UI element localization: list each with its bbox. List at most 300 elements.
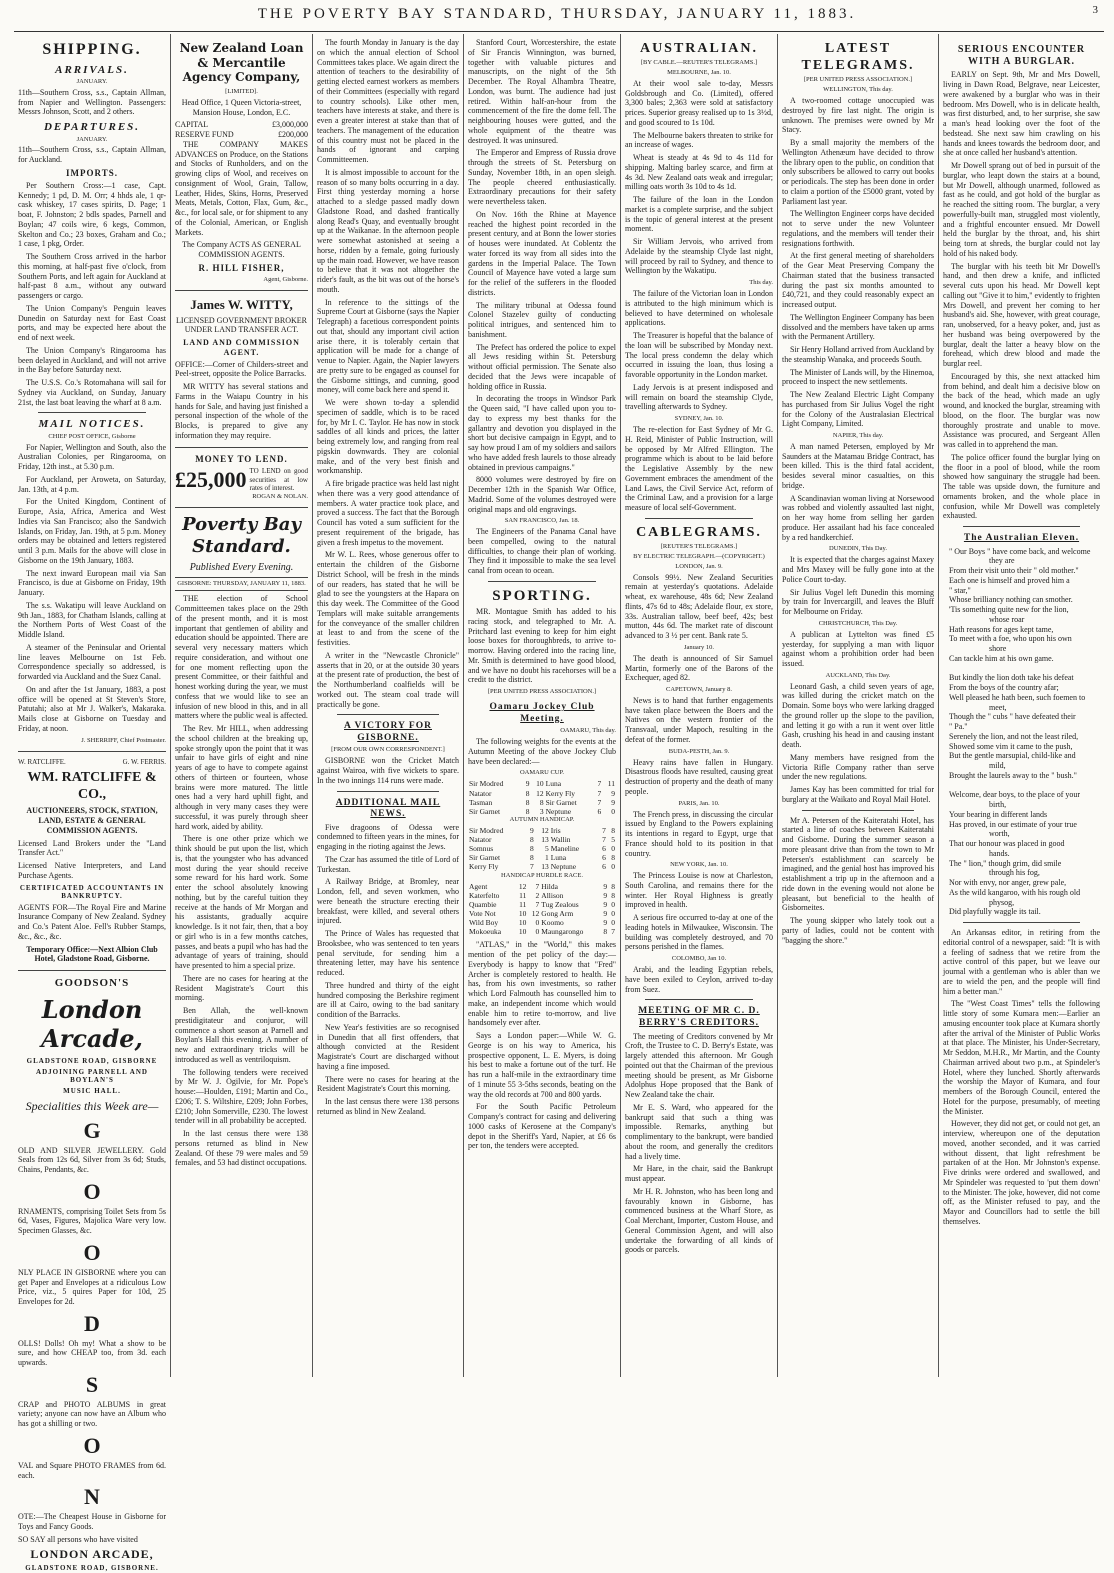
cable-paragraph: The Melbourne bakers threaten to strike for an increase of wages. xyxy=(625,130,773,150)
autumn-table xyxy=(468,826,616,872)
weight-value: 0 xyxy=(611,918,615,928)
witty-office: OFFICE:—Corner of Childers-street and Peel-street, opposite the Police Barracks. xyxy=(175,359,308,379)
telegram-paragraph: At the first general meeting of shareholders of the Gear Meat Preserving Company the Chairman stated that the business transacted during the past six months amounted to £40,721, and they could reasonably expect an increased output. xyxy=(782,251,934,309)
divider xyxy=(337,791,439,792)
column-foreign-news xyxy=(464,38,620,1379)
column-advertisements xyxy=(171,38,312,1379)
shipping-paragraph: The U.S.S. Co.'s Rotomahana will sail for Sydney via Auckland, on Sunday, January 21st, the last boat leaving the wharf at 8 a.m. xyxy=(18,378,166,407)
telegram-paragraph: Sir Julius Vogel left Dunedin this morning by train for Invercargill, and leaves the Bluff for Melbourne on Friday. xyxy=(782,587,934,617)
australian-heading: AUSTRALIAN. xyxy=(639,41,759,56)
firm-certified: CERTIFICATED ACCOUNTANTS IN BANKRUPTCY. xyxy=(19,883,165,901)
news-paragraph: A fire brigade practice was held last night when there was a very good attendance of members. A water practice took place, and proved a success. The fact that the Borough Council has voted a sum sufficient for the present requirement of the brigade, has given a fresh impetus to the movement. xyxy=(317,479,459,547)
weight-value: 0 xyxy=(611,806,615,816)
mail-paragraph: The next inward European mail via San Francisco, is due at Gisborne on Friday, 19th January. xyxy=(18,568,166,598)
buda-dateline: BUDA-PESTH, Jan. 9. xyxy=(668,747,730,755)
speciality-item: NLY PLACE IN GISBORNE where you can get Paper and Envelopes at a ridiculous Low Price, viz., 5 quires Paper for 10d, 25 Envelopes for 2d. xyxy=(18,1267,166,1307)
mail-news-paragraph: A Railway Bridge, at Bromley, near London, fell, and seven workmen, who were beneath the structure erecting their breakfast, were killed, and several others injured. xyxy=(317,877,459,926)
cable-paragraph: The failure of the loan in the London market is a complete surprise, and the subject is the topic of general interest at the present moment. xyxy=(625,195,773,234)
page-number: 3 xyxy=(1092,4,1098,16)
poem-line: 'Tis something quite new for the lion, xyxy=(949,605,1069,615)
reserve-value: £200,000 xyxy=(278,130,308,140)
telegram-paragraph: The Wellington Engineer corps have decided not to serve under the new Volunteer regulations, and the members will tender their resignations forthwith. xyxy=(782,209,934,248)
poem-line: As the wild kangaroo, with his rough old xyxy=(949,887,1081,897)
horse-name: Sir Modred xyxy=(469,825,504,835)
firm-licensed: Licensed Land Brokers under the "Land Transfer Act." xyxy=(18,838,166,858)
horse-name: Natator xyxy=(469,788,492,798)
editorial-paragraph: Ben Allah, the well-known prestidigitateur and conjuror, will commence a short season at Parnell and Boylan's Hall this evening. A number of new and extraordinary tricks will be introduced as well as ventriloquism. xyxy=(175,1006,308,1064)
weight-value: 8 xyxy=(525,797,530,807)
capital-value: £3,000,000 xyxy=(272,120,308,130)
cable-paragraph: The death is announced of Sir Samuel Martin, formerly one of the Barons of the Exchequer, aged 82. xyxy=(625,653,773,683)
news-paragraph: Stanford Court, Worcestershire, the estate of Sir Francis Winnington, was burned, together with valuable pictures and manuscripts, on the night of the 5th December. The Royal Alhambra Theatre, London, was burnt. The audience had just retired. Within half-an-hour from the commencement of the fire the dome fell. The neighbouring houses were gutted, and the whole equipment of the theatre was destroyed. It was uninsured. xyxy=(468,38,616,145)
money-title: MONEY TO LEND. xyxy=(195,453,288,464)
imports-text: Per Southern Cross:—1 case, Capt. Kennedy; 1 pd, D. M. Orr; 4 hhds ale, 1 qr-cask whiskey, 17 cases spirits, D. Page; 1 boat, F. Johnston; 2 bdls spades, Parnell and Boylan; 47 coils wire, 6 kegs, Common, Skelton and Co.; 23 boxes, Graham and Co.; 1 case, 1 pkg, Order. xyxy=(18,180,166,249)
cable-paragraph: Consols 99½. New Zealand Securities remain at yesterday's quotations. Adelaide wheat, ex warehouse, 48s 6d; New Zealand flints, 47s 6d to 48s; Adelaide flour, ex store, 33s. Australian tallow, beef beef, 42s; best mutton, 44s 6d. The market rate of discount advanced to 3 ½ per cent. Bank rate 5. xyxy=(625,572,773,641)
weight-value: 12 xyxy=(536,788,544,798)
poem-line: Did playfully waggle its tail. xyxy=(949,907,1041,917)
cable-paragraph: The re-election for East Sydney of Mr G. H. Reid, Minister of Public Instruction, will be opposed by Mr Alfred Ellington. The programme which is about to be laid before the Legislative Assembly by the new Government embraces the amendment of the Land Laws, the Civil Service Act, reform of the Criminal Law, and a provision for a large measure of local self-Government. xyxy=(625,425,773,513)
autumn-row xyxy=(468,853,616,862)
weight-value: 3 xyxy=(539,806,544,816)
cable-paragraph: News is to hand that further engagements have taken place between the Boers and the Natives on the western frontier of the Transvaal, under Mapoch, resulting in the defeat of the former. xyxy=(625,695,773,744)
weight-value: 0 xyxy=(535,927,540,937)
horse-name: Mokoeuka xyxy=(469,927,502,937)
reserve-label: RESERVE FUND xyxy=(175,130,234,140)
specialities-heading: Specialities this Week are— xyxy=(25,1099,159,1114)
weight-value: 0 xyxy=(535,918,540,928)
colombo-dateline: COLOMBO, Jan 10. xyxy=(671,955,727,963)
berry-paragraph: Mr Hare, in the chair, said the Bankrupt must appear. xyxy=(625,1164,773,1184)
poem-line: Though the " cubs " have defeated their xyxy=(949,712,1076,722)
horse-name: Somnus xyxy=(469,844,494,854)
cable-paragraph: Heavy rains have fallen in Hungary. Disastrous floods have resulted, causing great destruction of property and the death of many people. xyxy=(625,757,773,796)
nzloan-title: New Zealand Loan & Mercantile Agency Company, xyxy=(179,41,304,85)
poem-line: mild, xyxy=(989,761,1006,771)
poem-line: Well pleased he hath been, such foemen to xyxy=(949,692,1086,702)
weight-value: 7 xyxy=(602,825,606,835)
editorial-paragraph: The Rev. Mr HILL, when addressing the school children at the breaking up, spoke strongly upon the point that it was unfair to have girls of eight and nine years of age to have to compete against others of thirteen or fourteen, whose brains were more matured. The little ones had a very hard uphill fight, and although in very many cases they were successful, it was purely through sheer hard work, aided by ability. xyxy=(175,724,308,831)
london-arcade-title: London Arcade, xyxy=(41,994,143,1053)
jan10-dateline: January 10. xyxy=(684,643,714,651)
atlas-text: "ATLAS," in the "World," this makes mention of the pet policy of the day:—Everybody is happy to know that "Fred" Archer is completely restored to health. He has, from his own investments, so rather which Lord Falmouth has counselled him to make, an independent income which would enable him to retire to-morrow, and live handsomely ever after. xyxy=(468,940,616,1028)
editorial-paragraph: There is one other prize which we think should be put upon the list, which is, that the youngster who has advanced most during the year should receive some reward for his hard work. Some enter the school absolutely knowing nothing, but by the careful tuition they receive at the hands of Mr Morgan and his assistants, gradually acquire knowledge. Is it not fair, then, that a boy or girl who is in a few months catches, passes, and beats a pupil who has had the advantage of years of training, should have presented to him a special prize. xyxy=(175,834,308,971)
horse-name: Agent xyxy=(469,881,488,891)
firm-agents: AGENTS FOR—The Royal Fire and Marine Insurance Company of New Zealand. Sydney and Co.'s Patent Aloe. Fell's Rubber Stamps, &c., &c., &c. xyxy=(18,902,166,941)
acrostic-letter: O xyxy=(83,1432,101,1458)
autumn-row xyxy=(468,862,616,871)
weight-value: 8 xyxy=(529,853,534,863)
berry-paragraph: Mr E. S. Ward, who appeared for the bankrupt said that such a thing was impossible. Remarks, anything but complimentary to the bankrupt, were bandied about the room, and generally the creditors had a lively time. xyxy=(625,1102,773,1161)
acrostic-letter: O xyxy=(83,1178,101,1204)
horse-name: Sir Garnet xyxy=(545,797,577,807)
arcade-hall: MUSIC HALL. xyxy=(63,1086,121,1095)
editorial-paragraph: The following tenders were received by Mr W. J. Ogilvie, for Mr. Pope's house:—Houlden, £191; Martin and Co., £206; T. S. Wiltshire, £209; John Forbes, £210; John Somerville, £230. The lowest tender will in all probability be accepted. xyxy=(175,1067,308,1126)
acrostic-letter: O xyxy=(83,1239,101,1265)
weight-value: 9 xyxy=(529,825,534,835)
mail-paragraph: A steamer of the Peninsular and Oriental line leaves Melbourne on 1st Feb. Correspondence specially so addressed, is forwarded via Auckland and the Suez Canal. xyxy=(18,642,166,682)
mail-paragraph: For Napier, Wellington and South, also the Australian Colonies, per Ringarooma, on Friday, 12th inst., at 5.30 p.m. xyxy=(18,442,166,472)
column-features xyxy=(939,38,1104,1379)
ny-dateline: NEW YORK, Jan. 10. xyxy=(670,861,728,869)
shipping-paragraph: The Union Company's Penguin leaves Dunedin on Saturday next for East Coast ports, and may be expected here about the end of next week. xyxy=(18,303,166,343)
poem-line: " Our Boys " have come back, and welcome xyxy=(949,546,1091,556)
postmaster-signature: J. SHERRIFF, Chief Postmaster. xyxy=(81,736,166,744)
money-text: TO LEND on good securities at low rates of interest. xyxy=(249,467,308,493)
weight-value: 8 xyxy=(525,788,530,798)
poem-line: Nor with envy, nor anger, grew pale, xyxy=(949,878,1067,888)
divider xyxy=(175,507,308,508)
telegram-paragraph: A publican at Lyttelton was fined £5 yesterday, for supplying a man with liquor against whom a prohibition order had been issued. xyxy=(782,629,934,669)
poem-line: Serenely the lion, and not the least riled, xyxy=(949,731,1079,741)
poem-line: hands. xyxy=(989,848,1010,858)
witty-name: James W. WITTY, xyxy=(190,296,293,312)
editorial-paragraph: THE election of School Committeemen takes place on the 29th of the present month, and it is most important that gentlemen of ability and education should be appointed. There are several very necessary matters which require consideration, and without one for one moment reflecting upon the present Committee, or their faithful and honest working during the year, we must confess that we would like to see an infusion of new blood in this, and in all matters where the public weal is affected. xyxy=(175,594,308,721)
arcade-address: GLADSTONE ROAD, GISBORNE xyxy=(26,1057,158,1066)
partner-right: G. W. FERRIS. xyxy=(122,757,166,766)
news-paragraph: Mr W. L. Rees, whose generous offer to entertain the children of the Gisborne District School, will be fresh in the minds of our readers, has stated that he will be glad to see the youngsters at the Hapara on this day week. The Committee of the Good Templars will make suitable arrangements for the conveyance of the smaller children at least to and from the scene of the festivities. xyxy=(317,550,459,647)
news-paragraph: The military tribunal at Odessa found Colonel Stazelev guilty of conducting political intrigues, and sentenced him to banishment. xyxy=(468,300,616,339)
poem-line: whose roar xyxy=(989,614,1025,624)
poem-line: physog, xyxy=(989,897,1015,907)
dateline: GISBORNE: THURSDAY, JANUARY 11, 1883. xyxy=(175,577,308,591)
arcade-address-2: GLADSTONE ROAD, GISBORNE. xyxy=(25,1564,159,1572)
news-paragraph: The Engineers of the Panama Canal have been compelled, owing to the natural difficulties, to change their plan of working. They find it impossible to make the sea level canal from ocean to ocean. xyxy=(468,527,616,576)
masthead-title: THE POVERTY BAY STANDARD, THURSDAY, JANUARY 11, 1883. xyxy=(257,6,857,22)
weight-value: 9 xyxy=(525,779,530,789)
news-paragraph: It is almost impossible to account for the reason of so many bolts occurring in a day. First thing yesterday morning a horse attached to a sledge passed madly down Gladstone Road, and dashed frantically along Read's Quay, and eventually brought up at the Waikanae. In the afternoon people were somewhat astonished at seeing a horse, ridden by a female, going furiously up the main road. However, we have reason to believe that it was not altogether the rider's fault, as the bit was out of the horse's mouth. xyxy=(317,167,459,294)
cable-paragraph: Wheat is steady at 4s 9d to 4s 11d for shipping. Malting barley scarce, and firm at 4s 3d. New Zealand oats weak and irregular; milling oats worth 3s 10d to 4s 1d. xyxy=(625,153,773,192)
cup-row xyxy=(468,798,616,807)
cup-row xyxy=(468,789,616,798)
weight-value: 9 xyxy=(603,918,608,928)
published-line: Published Every Evening. xyxy=(189,562,294,574)
divider xyxy=(645,999,753,1000)
horse-name: Vote Not xyxy=(469,908,496,918)
weight-value: 7 xyxy=(535,899,540,909)
divider xyxy=(963,526,1080,527)
horse-name: Quambie xyxy=(469,899,497,909)
horse-name: Kerry Fly xyxy=(469,862,499,872)
victory-text: GISBORNE won the Cricket Match against Wairoa, with five wickets to spare. In the two innings 114 runs were made. xyxy=(317,756,459,785)
telegrams-sub: [PER UNITED PRESS ASSOCIATION.] xyxy=(803,76,913,84)
speciality-item: VAL and Square PHOTO FRAMES from 6d. each. xyxy=(18,1460,166,1480)
christchurch-dateline: CHRISTCHURCH, This Day. xyxy=(818,619,898,627)
mail-news-paragraph: The Prince of Wales has requested that Brooksbee, who was sentenced to ten years penal servitude, for sending him a threatening letter, may have his sentence reduced. xyxy=(317,929,459,978)
paper-title: Poverty Bay Standard. xyxy=(182,514,301,558)
mail-news-paragraph: Five dragoons of Odessa were condemned to fifteen years in the mines, for engaging in the rioting against the Jews. xyxy=(317,822,459,852)
sydney-dateline: SYDNEY, Jan. 10. xyxy=(674,415,724,423)
weight-value: 9 xyxy=(611,788,615,798)
horse-name: Tasman xyxy=(469,797,493,807)
hurdle-table xyxy=(468,882,616,937)
horse-name: Maneline xyxy=(550,844,580,854)
telegram-paragraph: The New Zealand Electric Light Company has purchased from Sir Julius Vogel the right for the Colony of the Australasian Electrical Light Company, Limited. xyxy=(782,390,934,429)
hurdle-row xyxy=(468,882,616,891)
divider xyxy=(488,581,596,582)
column-shipping xyxy=(14,38,170,1572)
burglar-paragraph: Encouraged by this, she next attacked him from behind, and dealt him a decisive blow on the back of the head, which made an ugly wound, and knocked the burglar, streaming with blood, on the floor. The burglar was now thoroughly prostrate and unable to move. Assistance was procured, and Sergeant Allen was called in to apprehend the man. xyxy=(943,371,1100,450)
divider xyxy=(802,810,914,811)
cable-paragraph: Sir William Jervois, who arrived from Adelaide by the steamship Clyde last night, will proceed by rail to Sydney, and thence to Wellington by the Wakatipu. xyxy=(625,237,773,276)
poem-line: worth, xyxy=(989,829,1010,839)
horse-name: Kerry Fly xyxy=(545,788,576,798)
cup-table xyxy=(468,779,616,816)
poem-line: From the boys of the country afar; xyxy=(949,683,1059,693)
poem-line: That our honour was placed in good xyxy=(949,839,1065,849)
reserve-row xyxy=(175,130,308,140)
horse-name: Katerfelto xyxy=(469,890,500,900)
weight-value: 6 xyxy=(602,862,606,872)
acrostic-letter: D xyxy=(84,1310,100,1336)
horse-name: Wild Boy xyxy=(469,918,499,928)
horse-name: Iris xyxy=(550,825,561,835)
money-row xyxy=(175,467,308,494)
telegram-paragraph: A two-roomed cottage unoccupied was destroyed by fire last night. The origin is unknown. The premises were owned by Mr Stacy. xyxy=(782,96,934,135)
weight-value: 5 xyxy=(544,844,549,854)
weight-value: 9 xyxy=(603,908,608,918)
poem-line: birth, xyxy=(989,800,1007,810)
weight-value: 13 xyxy=(541,835,549,845)
weight-value: 8 xyxy=(603,927,608,937)
weight-value: 12 xyxy=(531,908,540,918)
horse-name: Gong Arm xyxy=(541,908,574,918)
cable-paragraph: The failure of the Victorian loan in London is attributed to the high minimum which is believed to have determined on wholesale applications. xyxy=(625,289,773,328)
weight-value: 0 xyxy=(611,908,615,918)
sporting-text: MR. Montague Smith has added to his racing stock, and telegraphed to Mr. A. Pritchard last evening to keep for him eight loose boxes for thoroughbreds, to arrive to-morrow. Having ordered into the racing line, Mr. Smith is determined to have good blood, and we have no doubt his racehorses will be a credit to the district. xyxy=(468,607,616,685)
autumn-row xyxy=(468,826,616,835)
dunedin-dateline: DUNEDIN, This Day. xyxy=(829,545,887,553)
speciality-item: OLD AND SILVER JEWELLERY. Gold Seals from 12s 6d, Silver from 3s 6d; Studs, Chains, Pendants, &c. xyxy=(18,1145,166,1175)
column-local-news xyxy=(313,38,463,1379)
mail-news-paragraph: There were no cases for hearing at the Resident Magistrate's Court this morning. xyxy=(317,1074,459,1094)
melbourne-dateline: MELBOURNE, Jan. 10. xyxy=(667,69,731,76)
press-association-line: [PER UNITED PRESS ASSOCIATION.] xyxy=(487,688,597,696)
burglar-paragraph: EARLY on Sept. 9th, Mr and Mrs Dowell, living in Dawn Road, Belgrave, near Leicester, were awakened by a burglar who was in their bedroom. Mrs Dowell, who is in delicate health, was first disturbed, and, to her surprise, she saw a man's head looking over the foot of the bedstead. She next saw him crawling on his hands and knees towards the bedroom door, and she at once called her husband's attention. xyxy=(943,70,1100,158)
poem-line: But the gentle marsupial, child-like and xyxy=(949,751,1076,761)
ratcliffe-firm-name: WM. RATCLIFFE & CO., xyxy=(27,770,157,803)
weight-value: 11 xyxy=(519,899,527,909)
burglar-heading: SERIOUS ENCOUNTER WITH A BURGLAR. xyxy=(957,44,1086,68)
mail-paragraph: For the United Kingdom, Continent of Europe, Asia, Africa, America and West Indies via San Francisco; also the Sandwich Islands, on Friday, Jan. 19th, at 5 p.m. Money orders may be obtained and letters registered until 3 p.m. Mails for the above will close in Gisborne on the 19th January, 1883. xyxy=(18,497,166,565)
divider xyxy=(337,714,439,715)
poem-line: Hath reasons for ages kept tame, xyxy=(949,624,1054,634)
imports-heading: IMPORTS. xyxy=(66,167,118,178)
partner-left: W. RATCLIFFE. xyxy=(18,757,66,766)
horse-name: Wallin xyxy=(550,835,571,845)
telegram-paragraph: A man named Petersen, employed by Mr Saunders at the Matamau Bridge Contract, has been killed. This is the third fatal accident, besides several minor casualties, on this bridge. xyxy=(782,441,934,490)
horse-name: Luna xyxy=(545,779,562,789)
speciality-item: OLLS! Dolls! Oh my! What a show to be sure, and how CHEAP too, from 3d. each upwards. xyxy=(18,1338,166,1368)
horse-name: Allison xyxy=(541,890,564,900)
divider xyxy=(645,518,753,519)
berry-paragraph: Mr H. R. Johnston, who has been long and favourably known in Gisborne, has commenced business at the Wharf Store, as Coal Merchant, Importer, Custom House, and General Commission Agent, and will also undertake the forwarding of all kinds of goods or parcels. xyxy=(625,1186,773,1255)
money-amount: £25,000 xyxy=(175,466,247,492)
weight-value: 0 xyxy=(611,899,615,909)
acrostic-letter: G xyxy=(83,1117,101,1143)
horse-name: Maungarongo xyxy=(541,927,584,937)
sporting-heading: SPORTING. xyxy=(492,587,592,604)
victory-correspondent: [FROM OUR OWN CORRESPONDENT.] xyxy=(331,746,445,754)
hurdle-row xyxy=(468,918,616,927)
wellington-dateline: WELLINGTON, This day. xyxy=(823,86,893,94)
mail-paragraph: On and after the 1st January, 1883, a post office will be opened at St Steven's Store, Patutahi; also at Mr J. Walker's, Makaraka. Mails close at Gisborne on Tuesday and Friday, at noon. xyxy=(18,684,166,733)
money-firm: ROGAN & NOLAN. xyxy=(252,493,308,501)
this-day: This day. xyxy=(749,279,773,287)
weight-value: 8 xyxy=(529,844,534,854)
partners-line xyxy=(18,758,166,767)
divider xyxy=(963,922,1080,923)
jockey-place: OAMARU, This day. xyxy=(560,727,616,735)
autumn-row xyxy=(468,844,616,853)
weight-value: 11 xyxy=(607,779,615,789)
divider xyxy=(175,447,308,448)
poem-line: shore xyxy=(989,644,1007,654)
mail-office: CHIEF POST OFFICE, Gisborne xyxy=(48,432,136,440)
arrivals-heading: ARRIVALS. xyxy=(55,63,129,76)
kumara-paragraph: The "West Coast Times" tells the following little story of some Kumara men:—Earlier an amusing encounter took place at Kumara shortly after the arrival of the Minister of Public Works at that place. The Minister, his Under-Secretary, Mr Seddon, M.H.R., Mr Martin, and the County Chairman arrived about two p.m., at Spindeler's Hotel, where they lunched. Shortly afterwards the worship the Mayor of Kumara, and four members of the Borough Council, entered the Hotel for the purpose, presumably, of meeting the Minister. xyxy=(943,999,1100,1116)
hurdle-row xyxy=(468,900,616,909)
telegram-paragraph: By a small majority the members of the Wellington Athenæum have decided to throw the library open to the public, on condition that only subscribers be allowed to carry out books or periodicals. The step has been done in order to claim a portion of the £5000 grant, voted by Parliament last year. xyxy=(782,138,934,206)
sf-dateline: SAN FRANCISCO, Jan. 18. xyxy=(504,517,580,525)
weight-value: 12 xyxy=(541,825,549,835)
horse-name: Hilda xyxy=(541,881,558,891)
poem-line: they are xyxy=(989,556,1015,566)
shipping-paragraph: The Southern Cross arrived in the harbor this morning, at half-past five o'clock, from Southern Ports, and left again for Auckland at half-past 8 a.m., without any outward passengers or cargo. xyxy=(18,252,166,301)
witty-description: LICENSED GOVERNMENT BROKER UNDER LAND TRANSFER ACT. xyxy=(176,315,307,335)
horse-name: Tug Zealous xyxy=(541,899,579,909)
horse-name: Neptune xyxy=(545,806,572,816)
horse-name: Sir Modred xyxy=(469,779,504,789)
arrivals-text: 11th—Southern Cross, s.s., Captain Allman, from Napier and Wellington. Passengers: Messrs Johnson, Scott, and 2 others. xyxy=(18,87,166,117)
firm-licensed: Licensed Native Interpreters, and Land Purchase Agents. xyxy=(18,861,166,880)
weight-value: 8 xyxy=(611,825,615,835)
cablegrams-sub-2: BY ELECTRIC TELEGRAPH.—(COPYRIGHT.) xyxy=(633,552,765,560)
news-paragraph: The fourth Monday in January is the day on which the annual election of School Committees takes place. We again direct the attention of teachers to the desirability of getting elected earnest workers as members of their Committees (especially with regard to country schools). Like other men, teachers have interests at stake, and there is even a greater interest at stake than that of teachers. The management of the education of this country must not be placed in the hands of ignorant and carping Committeemen. xyxy=(317,38,459,164)
kumara-paragraph: However, they did not get, or could not get, an interview, whereupon one of the deputation moved, another seconded, and it was carried without dissent, that light refreshment be partaken of at the Hon. Mr Johnston's expense. Five drinks were ordered and swallowed, and Mr Spindeler was requested to 'put them down' to the Minister. The joke, however, did not come off, as the Minister refused to pay, and the Mayor and Councillors had to settle the bill themselves. xyxy=(943,1119,1100,1226)
cable-paragraph: At their wool sale to-day, Messrs Goldsbrough and Co. (Limited), offered 3,300 bales; 2,363 were sold at satisfactory prices. Superior greasy realised up to 1s 3½d, and good scoured to 1s 10d. xyxy=(625,78,773,127)
masthead-rule xyxy=(14,31,1104,32)
hurdle-row xyxy=(468,909,616,918)
weight-value: 9 xyxy=(611,797,615,807)
column-telegrams xyxy=(778,38,938,1379)
weight-value: 7 xyxy=(597,788,602,798)
telegram-paragraph: Many members have resigned from the Victoria Rifle Company rather than serve under the new regulations. xyxy=(782,752,934,782)
horse-name: Natator xyxy=(469,835,492,845)
hurdle-row xyxy=(468,891,616,900)
weight-value: 7 xyxy=(597,779,602,789)
london-dateline: LONDON, Jan. 9. xyxy=(675,562,723,570)
capital-label: CAPITAL xyxy=(175,120,209,130)
firm-description: AUCTIONEERS, STOCK, STATION, LAND, ESTATE & GENERAL COMMISSION AGENTS. xyxy=(26,806,158,835)
burglar-paragraph: The police officer found the burglar lying on the floor in a pool of blood, while the room showed how sanguinary the struggle had been. The table was upside down, the furniture and ornaments broken, and the whole place in confusion, while Mr Dowell was completely exhausted. xyxy=(943,452,1100,521)
poem-line: Can tackle him at his own game. xyxy=(949,653,1054,663)
weight-value: 10 xyxy=(536,779,544,789)
horse-name: Sir Garnet xyxy=(469,853,501,863)
autumn-row xyxy=(468,835,616,844)
petersen-paragraph: Mr A. Petersen of the Kaiteratahi Hotel, has started a line of coaches between Kaiteratahi and Gisborne. During the summer season a more pleasant drive than from the town to Mr Petersen's establishment can scarcely be imagined, and the genial host has improved his establishment a trip up in the afternoon and a ride down in the evening would not alone be pleasant, but beneficial to the health of Gisborneites. xyxy=(782,815,934,913)
fisher-role: Agent, Gisborne. xyxy=(263,275,308,283)
cup-heading: OAMARU CUP. xyxy=(519,769,565,777)
news-paragraph: In reference to the sittings of the Supreme Court at Gisborne (says the Napier Telegraph) a facetious correspondent points out that, should any important civil action arise there, it is tolerably certain that application will be made for a change of venue to Napier. Again, the Napier lawyers are pretty sure to be engaged as counsel for the Gisborne sittings, and cunning, good money, will come back here and spend it. xyxy=(317,297,459,395)
weight-value: 0 xyxy=(611,844,615,854)
poem-line: through his fog, xyxy=(989,868,1040,878)
autumn-heading: AUTUMN HANDICAP. xyxy=(509,815,575,823)
divider xyxy=(38,412,146,413)
poem-line: The " lion," though grim, did smile xyxy=(949,858,1062,868)
weight-value: 0 xyxy=(611,862,615,872)
berry-heading: MEETING OF MR C. D. BERRY'S CREDITORS. xyxy=(638,1006,760,1028)
capital-row xyxy=(175,120,308,130)
mail-paragraph: The s.s. Wakatipu will leave Auckland on 9th Jan., 1883, for Chatham Islands, calling at the Northern Ports of West Coast of the Middle Island. xyxy=(18,600,166,640)
telegram-paragraph: James Kay has been committed for trial for burglary at the Waikato and Royal Mail Hotel. xyxy=(782,785,934,804)
telegram-paragraph: Sir Henry Holland arrived from Auckland by the steamship Wanaka, and proceeds South. xyxy=(782,345,934,364)
goodsons-title: GOODSON'S xyxy=(54,977,130,990)
nzloan-office: Head Office, 1 Queen Victoria-street, Mansion House, London, E.C. xyxy=(181,97,302,117)
cable-paragraph: The Treasurer is hopeful that the balance of the loan will be subscribed by Monday next. The local press condemn the delay which occurred in issuing the loan, thus losing a favorable opportunity in the London market. xyxy=(625,331,773,380)
horse-name: Luna xyxy=(550,853,567,863)
departures-heading: DEPARTURES. xyxy=(43,121,141,134)
berry-paragraph: The meeting of Creditors convened by Mr Croft, the Trustee to C. D. Berry's Estate, was largely attended this afternoon. Mr Gough pointed out that the Chairman of the previous meeting should be present, as Mr Gisborne Adolphus Hope proposed that the Bank of New Zealand take the chair. xyxy=(625,1031,773,1100)
paris-dateline: PARIS, Jan. 10. xyxy=(678,799,720,807)
poem-line: To meet with a foe, who upon his own xyxy=(949,634,1072,644)
weight-value: 7 xyxy=(529,862,534,872)
hurdle-row xyxy=(468,927,616,936)
cup-row xyxy=(468,807,616,816)
weight-value: 6 xyxy=(597,806,602,816)
weight-value: 9 xyxy=(603,881,608,891)
eleven-heading: The Australian Eleven. xyxy=(963,533,1080,544)
divider xyxy=(18,970,166,971)
news-paragraph: 8000 volumes were destroyed by fire on December 12th in the Spanish War Office, Madrid. Some of the volumes destroyed were original maps and old engravings. xyxy=(468,475,616,514)
poem-line: But kindly the lion doth take his defeat xyxy=(949,673,1074,683)
poem-line: Whose brilliancy nothing can smother. xyxy=(949,595,1073,605)
news-paragraph: On Nov. 16th the Rhine at Mayence reached the highest point recorded in the present century, and at Bonn the lower stories of houses were inundated. At Coblentz the water forced its way from all sides into the gardens in the Imperial Palace. The Town Council of Mayence have voted a large sum for the relief of the sufferers in the flooded districts. xyxy=(468,209,616,297)
firm-office: Temporary Office:—Next Albion Club Hotel, Gladstone Road, Gisborne. xyxy=(26,944,158,964)
auckland-dateline: AUCKLAND, This Day. xyxy=(825,671,891,679)
divider xyxy=(175,290,308,291)
burglar-paragraph: The burglar with his teeth bit Mr Dowell's hand, and then drew a knife, and inflicted several cuts upon his head. Mr Dowell kept calling out "Give it to him," evidently to frighten Mrs Dowell, and prevent her coming to her husband's aid. She, however, with great courage, ran, unobserved, for a heavy poker, and, just as her husband was being overpowered by the burglar, dealt the latter a heavy blow on the forehead, which drew blood and made the burglar reel. xyxy=(943,261,1100,369)
weight-value: 6 xyxy=(602,853,606,863)
arkansas-paragraph: An Arkansas editor, in retiring from the editorial control of a newspaper, said: "It is with a feeling of sadness that we retire from the active control of this paper, but we leave our journal with a gentleman who is abler than we are to wield the pen, and the people will find him a better man." xyxy=(943,928,1100,996)
horse-name: Koomo xyxy=(541,918,564,928)
witty-text: MR WITTY has several stations and Farms in the Waiapu Country in his hands for Sale, and having just finished a personal inspection of the whole of the Blocks, is prepared to give any information they may require. xyxy=(175,382,308,440)
weight-value: 7 xyxy=(597,797,602,807)
poem-line: Welcome, dear boys, to the place of your xyxy=(949,790,1081,800)
mail-news-paragraph: In the last census there were 138 persons returned as blind in New Zealand. xyxy=(317,1097,459,1116)
capetown-dateline: CAPETOWN, January 8. xyxy=(666,686,732,694)
shipping-paragraph: The Union Company's Ringarooma has been delayed in Auckland, and will not arrive in the Bay before Saturday next. xyxy=(18,345,166,375)
poem-line xyxy=(949,781,1100,791)
poem-line: From their visit unto their " old mother." xyxy=(949,566,1079,576)
cable-paragraph: A serious fire occurred to-day at one of the leading hotels in Milwaukee, Wisconsin. The building was completely destroyed, and 70 persons perished in the flames. xyxy=(625,913,773,952)
arrivals-month: JANUARY. xyxy=(76,77,108,85)
mail-news-paragraph: New Year's festivities are so recognised in Dunedin that all first offenders, that although convicted at the Resident Magistrate's Court are discharged without having a fine imposed. xyxy=(317,1022,459,1071)
fisher-name: R. HILL FISHER, xyxy=(198,262,285,273)
napier-dateline: NAPIER, This day. xyxy=(832,432,884,439)
weight-value: 10 xyxy=(518,927,527,937)
weight-value: 13 xyxy=(541,862,549,872)
editorial-paragraph: There are no cases for hearing at the Resident Magistrate's Court this morning. xyxy=(175,973,308,1003)
mail-news-heading: ADDITIONAL MAIL NEWS. xyxy=(335,797,441,820)
weight-value: 8 xyxy=(525,806,530,816)
weight-value: 1 xyxy=(544,853,549,863)
divider xyxy=(18,751,166,752)
jockey-text: The following weights for the events at the Autumn Meeting of the above Jockey Club have been declared:— xyxy=(468,737,616,766)
weight-value: 7 xyxy=(611,927,615,937)
weight-value: 10 xyxy=(518,918,527,928)
mail-news-paragraph: Three hundred and thirty of the eight hundred composing the Berkshire regiment are ill at Cairo, owing to the bad sanitary condition of the Barracks. xyxy=(317,980,459,1020)
weight-value: 8 xyxy=(611,890,615,900)
